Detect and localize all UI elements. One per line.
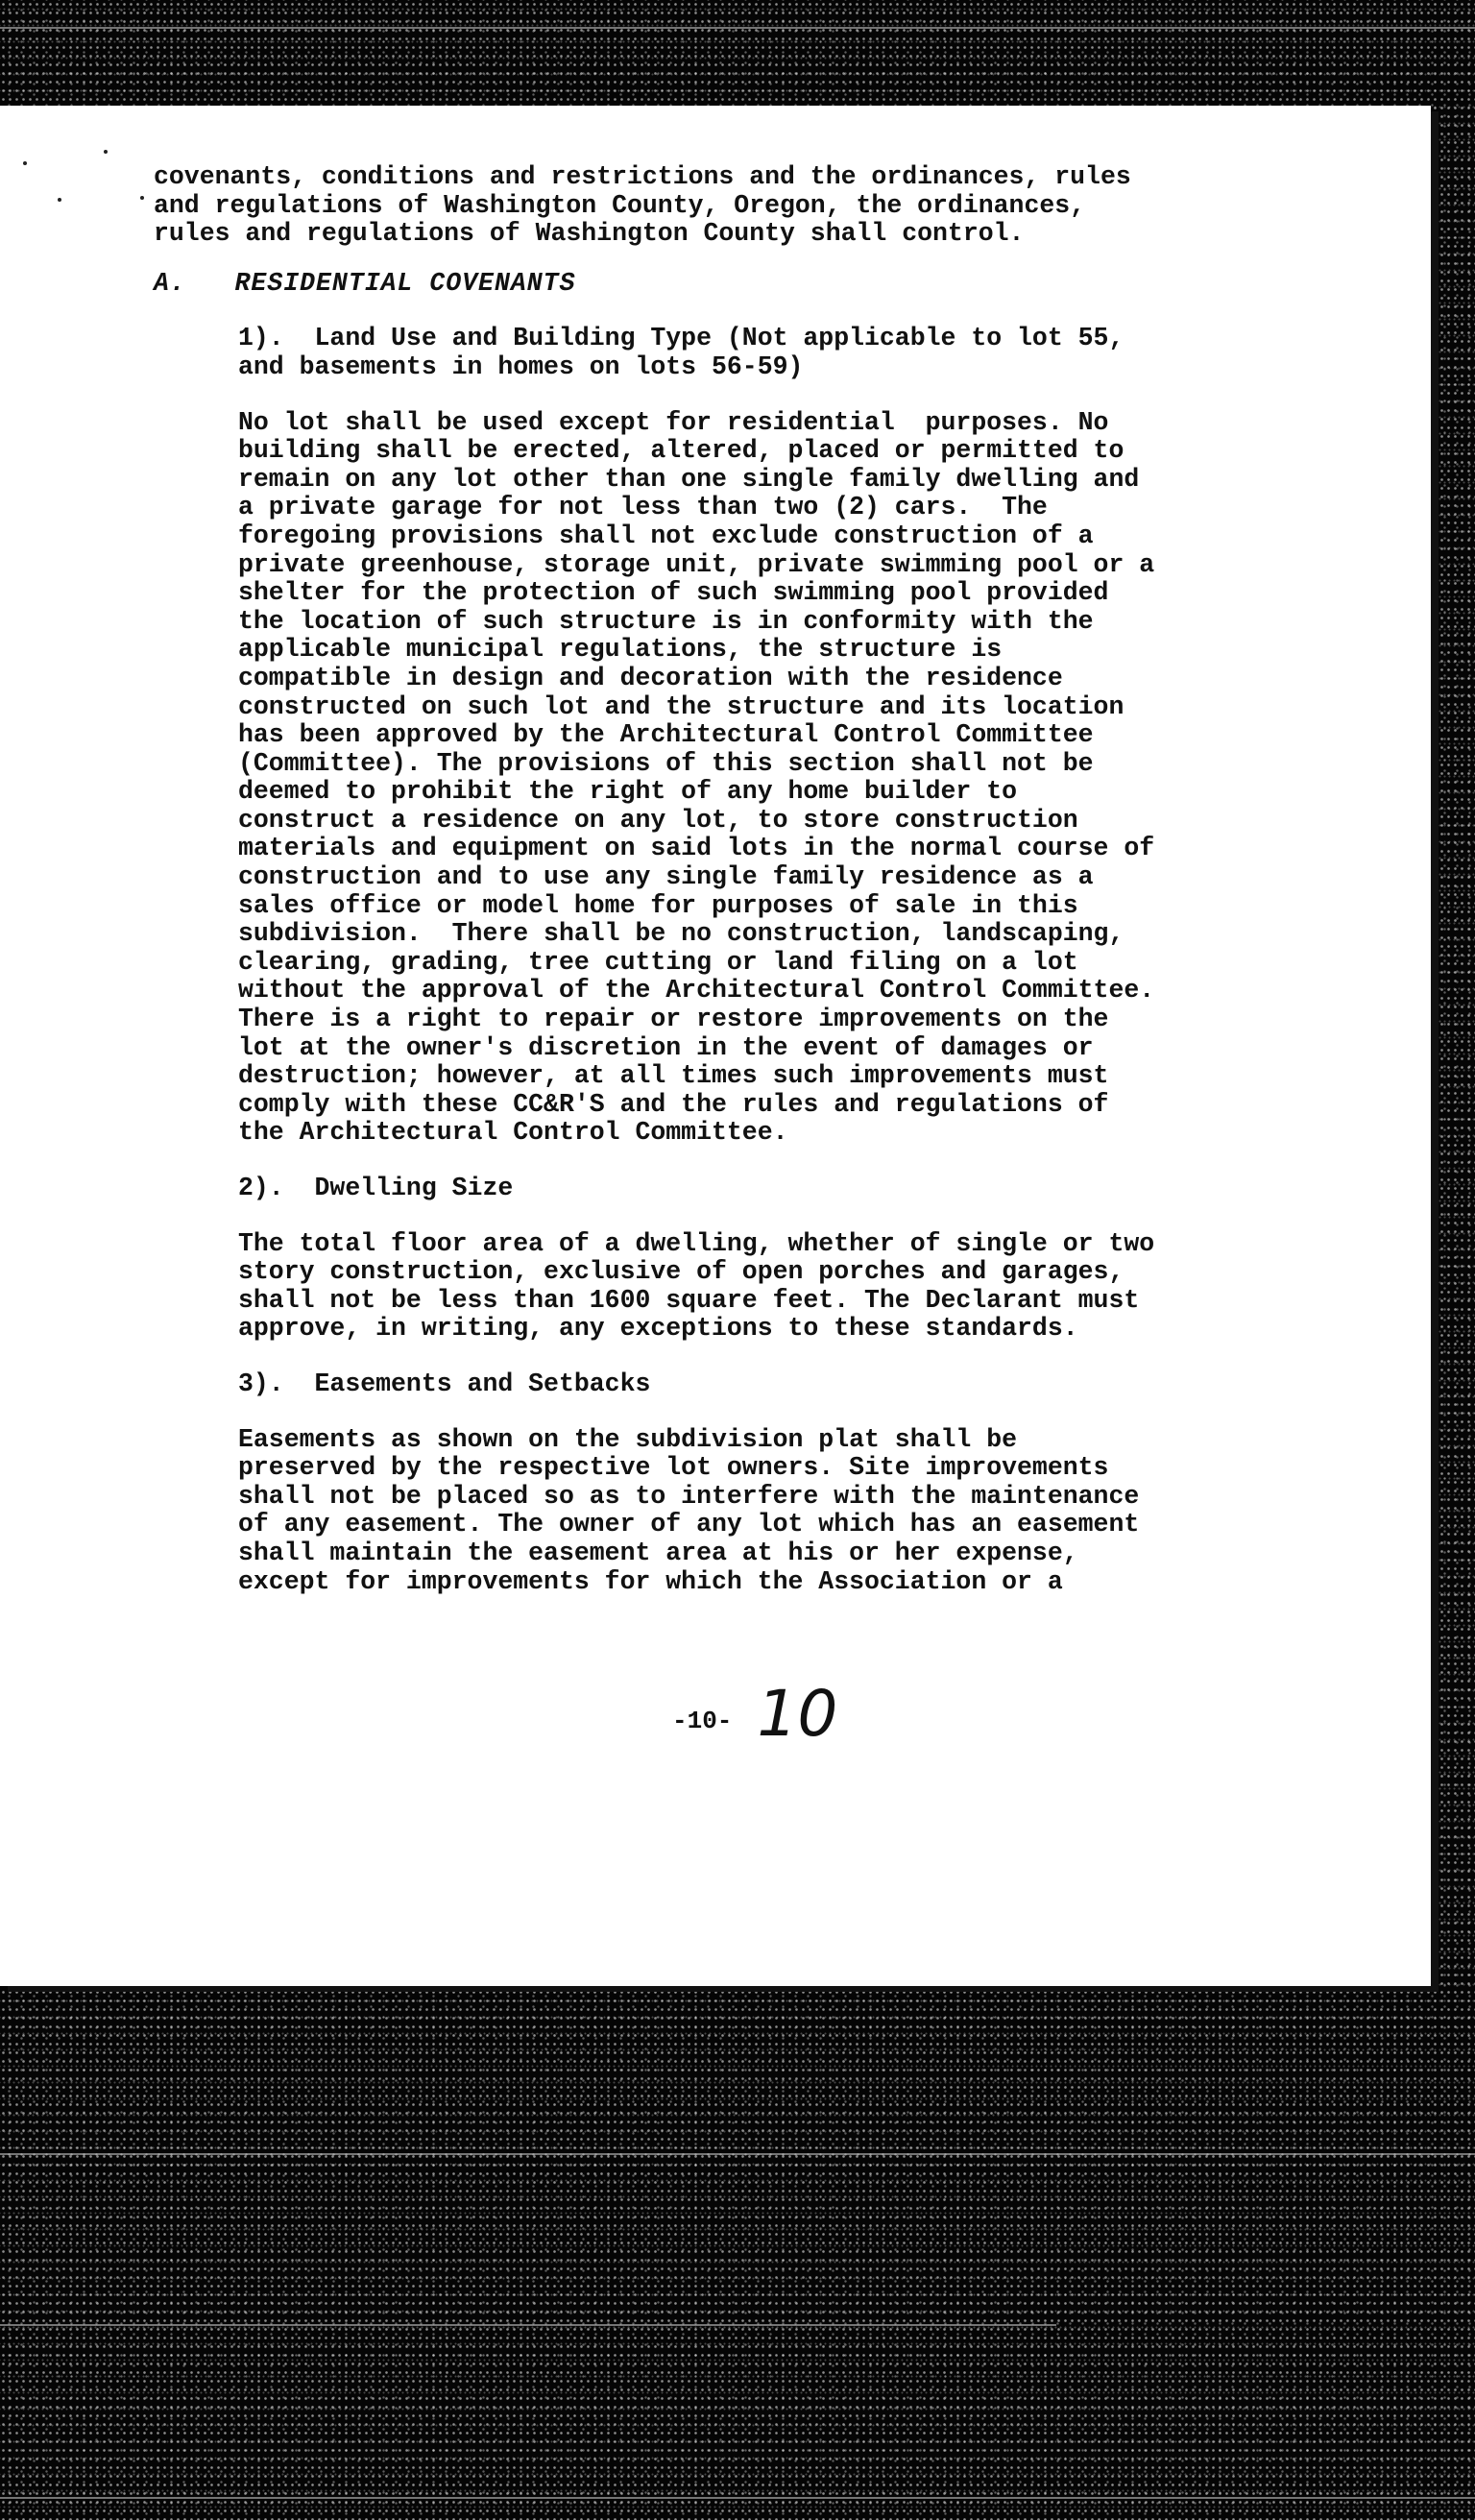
text-line: shall maintain the easement area at his or her expense, xyxy=(238,1538,1078,1567)
subsection-body xyxy=(238,409,1325,1148)
text-line: deemed to prohibit the right of any home builder to xyxy=(238,777,1018,807)
text-line: except for improvements for which the Association or a xyxy=(238,1566,1063,1596)
text-line: Easements as shown on the subdivision plat shall be xyxy=(238,1424,1018,1454)
text-line: approve, in writing, any exceptions to these standards. xyxy=(238,1314,1078,1344)
intro-paragraph xyxy=(154,163,1325,249)
text-line: the location of such structure is in conformity with the xyxy=(238,606,1094,636)
text-line: 1). Land Use and Building Type (Not applicable to lot 55, xyxy=(238,324,1124,353)
text-line: (Committee). The provisions of this section shall not be xyxy=(238,748,1094,778)
text-line: 3). Easements and Setbacks xyxy=(238,1369,651,1398)
text-line: remain on any lot other than one single family dwelling and xyxy=(238,464,1140,494)
text-line: private greenhouse, storage unit, private swimming pool or a xyxy=(238,549,1155,579)
text-line: construct a residence on any lot, to store construction xyxy=(238,805,1078,835)
subsection-heading xyxy=(238,1370,1325,1399)
text-line: lot at the owner's discretion in the event of damages or xyxy=(238,1032,1094,1062)
text-line: preserved by the respective lot owners. Site improvements xyxy=(238,1453,1109,1483)
scan-artifact-line xyxy=(0,27,1475,29)
text-line: building shall be erected, altered, placed or permitted to xyxy=(238,436,1124,466)
subsection-body xyxy=(238,1426,1325,1597)
page-number: -10- xyxy=(672,1707,733,1735)
text-line: subdivision. There shall be no construction, landscaping, xyxy=(238,919,1124,949)
text-line: foregoing provisions shall not exclude construction of a xyxy=(238,521,1094,550)
subsection-heading xyxy=(238,1175,1325,1203)
scan-artifact-line xyxy=(0,2497,1475,2499)
text-line: 2). Dwelling Size xyxy=(238,1174,514,1202)
text-line: comply with these CC&R'S and the rules and regulations of xyxy=(238,1089,1109,1119)
text-line: has been approved by the Architectural Control Committee xyxy=(238,720,1094,750)
scan-artifact-line xyxy=(0,2324,1056,2326)
subsection-body xyxy=(238,1230,1325,1344)
text-line: constructed on such lot and the structure and its location xyxy=(238,691,1124,721)
text-line: the Architectural Control Committee. xyxy=(238,1118,788,1148)
section-heading: A. RESIDENTIAL COVENANTS xyxy=(154,268,576,298)
text-line: There is a right to repair or restore improvements on the xyxy=(238,1005,1109,1034)
text-line: The total floor area of a dwelling, whether of single or two xyxy=(238,1228,1155,1258)
text-line: construction and to use any single family residence as a xyxy=(238,862,1094,892)
text-line: shelter for the protection of such swimming pool provided xyxy=(238,578,1109,608)
text-line: of any easement. The owner of any lot which has an easement xyxy=(238,1510,1140,1539)
subsection-easements xyxy=(154,1370,1325,1596)
text-line: rules and regulations of Washington County shall control. xyxy=(154,219,1025,249)
text-line: sales office or model home for purposes of sale in this xyxy=(238,890,1078,920)
subsection-dwelling-size xyxy=(154,1175,1325,1344)
text-line: shall not be placed so as to interfere with the maintenance xyxy=(238,1481,1140,1511)
text-line: shall not be less than 1600 square feet. The Declarant must xyxy=(238,1285,1140,1315)
handwritten-page-number: 10 xyxy=(757,1676,838,1751)
text-line: materials and equipment on said lots in the normal course of xyxy=(238,834,1155,863)
text-line: clearing, grading, tree cutting or land filing on a lot xyxy=(238,947,1078,977)
text-line: compatible in design and decoration with the residence xyxy=(238,663,1063,692)
text-line: destruction; however, at all times such improvements must xyxy=(238,1061,1109,1091)
scan-artifact-line xyxy=(0,2153,1475,2155)
subsection-heading xyxy=(238,325,1325,381)
text-line: and basements in homes on lots 56-59) xyxy=(238,351,804,381)
document-text xyxy=(154,163,1325,1596)
text-line: covenants, conditions and restrictions and the ordinances, rules xyxy=(154,162,1131,191)
text-line: story construction, exclusive of open porches and garages, xyxy=(238,1257,1124,1287)
text-line: and regulations of Washington County, Oregon, the ordinances, xyxy=(154,190,1086,220)
text-line: No lot shall be used except for residential purposes. No xyxy=(238,407,1109,437)
text-line: without the approval of the Architectural Control Committee. xyxy=(238,976,1155,1006)
text-line: applicable municipal regulations, the structure is xyxy=(238,635,1003,665)
text-line: a private garage for not less than two (2) cars. The xyxy=(238,493,1048,522)
subsection-land-use xyxy=(154,325,1325,1148)
page-footer xyxy=(672,1676,838,1759)
